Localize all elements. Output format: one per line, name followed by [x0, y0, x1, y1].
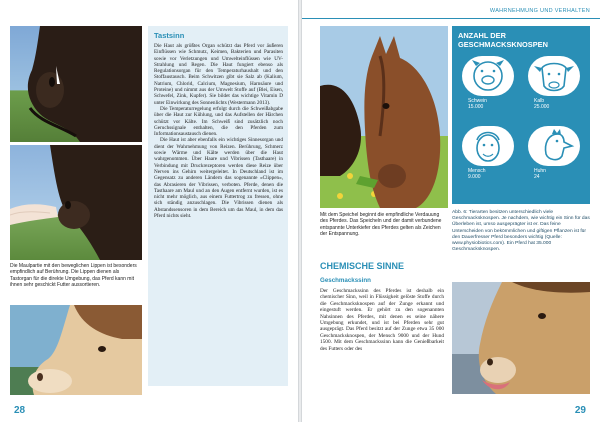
horse-vibrissae-photo [10, 305, 142, 395]
pig-face-icon [462, 56, 514, 96]
tastsinn-title: Tastsinn [154, 31, 185, 40]
horse-lips-illustration [10, 145, 142, 260]
running-head: WAHRNEHMUNG UND VERHALTEN [489, 8, 590, 14]
animal-name: Huhn [534, 168, 546, 174]
animal-name: Schwein [468, 98, 487, 104]
page-number-right: 29 [574, 405, 586, 416]
taste-buds-title: ANZAHL DER GESCHMACKSKNOSPEN [458, 31, 548, 49]
taste-item-label [468, 98, 487, 110]
taste-item-label [468, 168, 486, 180]
horse-tongue-illustration [452, 282, 590, 394]
tastsinn-paragraph: Die Haut als größtes Organ schützt das Pferd vor äußeren Einflüssen wie Schmutz, Keimen, Bakterien und Parasiten sowie vor Verletzungen und Umwelteinflüssen wie UV-Strahlung und Regen. Die Haut fungiert ebenso als Regulationsorgan für den Temperaturhaushalt und den Stoffaustausch. Beim Schwitzen gibt sie Salz ab (Kalium, Natrium, Chlorid, Calcium, Magnesium, Harnsäure und Proteine) und nimmt aus der Umwelt Stoffe auf (Blei, Eisen, Schwefel, Zink, Kupfer). Sie bildet das wichtige Vitamin D unter Einwirkung des Sonnenlichts (Westermann 2013). [154, 43, 283, 106]
running-head-rule [302, 18, 600, 19]
taste-item-pig [456, 56, 520, 114]
page-number-left: 28 [14, 405, 26, 416]
tastsinn-body [154, 43, 283, 219]
tastsinn-paragraph: Die Temperaturregelung erfolgt durch die Schweißabgabe über die Haut zur Kühlung, und das Aufstellen der Härchen schützt vor Kälte. Im Schweiß sind zusätzlich noch Geruchssignale enthalten, die den Pferden zum Informationsaustausch dienen. [154, 105, 283, 138]
chicken-head-icon [528, 126, 580, 166]
bud-count: 24 [534, 174, 540, 180]
animal-name: Kalb [534, 98, 545, 104]
horse-nose-illustration [10, 26, 142, 142]
human-face-icon [462, 126, 514, 166]
taste-buds-box [452, 26, 590, 204]
caption-lips: Die Maulpartie mit den beweglichen Lippen ist besonders empfindlich auf Berührung. Die Lippen dienen als Tastorgan für die direkte Umgebung, das Pferd kann mit ihnen sehr geschickt Futter aussortieren. [10, 263, 137, 289]
horses-eating-photo [320, 26, 448, 208]
taste-item-chicken [522, 126, 586, 184]
caption-saliva: Mit dem Speichel beginnt die empfindliche Verdauung des Pferdes. Das Speicheln und der damit verbundene entspannte Unterkiefer des Pferdes gelten als Zeichen der Entspannung. [320, 212, 442, 238]
taste-item-label [534, 98, 549, 110]
taste-item-human [456, 126, 520, 184]
bud-count: 9.000 [468, 174, 481, 180]
tastsinn-paragraph: Die Haut ist aber ebenfalls ein wichtiges Sinnesorgan und dient der Wahrnehmung von Reizen. Berührung, Schmerz sowie Wärme und Kälte werden über die Haut wahrgenommen. Über Haare und Vibrissen (Tasthaare) in Verbindung mit Druckrezeptoren werden diese Reize über Nerven ins Gehirn weitergeleitet. In Deutschland ist im Gegensatz zu anderen Ländern das sogenannte »Clippen«, das Abrasieren der Vibrissen, verboten. Pferde, denen die Tasthaare am Maul und an den Augen entfernt wurden, ist es nicht mehr möglich, aus einem Futtertrog zu fressen, ohne sich ständig anzuschlagen. Die Vibrissen dienen als Abstandssensoren in dem Bereich um das Maul, in dem das Pferd nichts sieht. [154, 137, 283, 220]
left-page [0, 0, 298, 422]
subsection-title: Geschmackssinn [320, 277, 371, 284]
bud-count: 25.000 [534, 104, 550, 110]
bud-count: 15.000 [468, 104, 484, 110]
horse-nose-photo [10, 26, 142, 142]
section-title: CHEMISCHE SINNE [320, 261, 405, 271]
horse-tongue-photo [452, 282, 590, 394]
horse-lips-hand-photo [10, 145, 142, 260]
horse-vibrissae-illustration [10, 305, 142, 395]
taste-item-calf [522, 56, 586, 114]
taste-item-label [534, 168, 546, 180]
tastsinn-box [148, 26, 288, 386]
animal-name: Mensch [468, 168, 486, 174]
figure-caption: Abb. 6: Tierarten besitzen unterschiedlich viele Geschmacksknospen. Je nachdem, wie wichtig ein Sinn für das Überleben ist, umso ausgeprägter ist er. Das feine Unterscheiden von bekömmlichen und giftigen Pflanzen ist für den Dauerfresser Pferd besonders wichtig (Quelle: www.physiobiotics.com). Ein Pferd hat 35.000 Geschmacksknospen. [452, 210, 590, 253]
body-text: Der Geschmackssinn des Pferdes ist deshalb ein chemischer Sinn, weil in Flüssigkeit gelöste Stoffe durch die Geschmacksknospen auf der Zunge erkannt und eingestuft werden. Er gehört zu den sogenannten Nahsinnen des Pferdes, mit denen es seine nähere Umgebung erkundet, und ist bei Pferden sehr gut ausgeprägt. Das Pferd besitzt auf der Zunge etwa 35 000 Geschmacksknospen, der Mensch 9000 und der Hund 1500. Mit dem Geschmackssinn kann die Genießbarkeit des Futters oder des [320, 288, 444, 352]
horses-eating-illustration [320, 26, 448, 208]
calf-face-icon [528, 56, 580, 96]
